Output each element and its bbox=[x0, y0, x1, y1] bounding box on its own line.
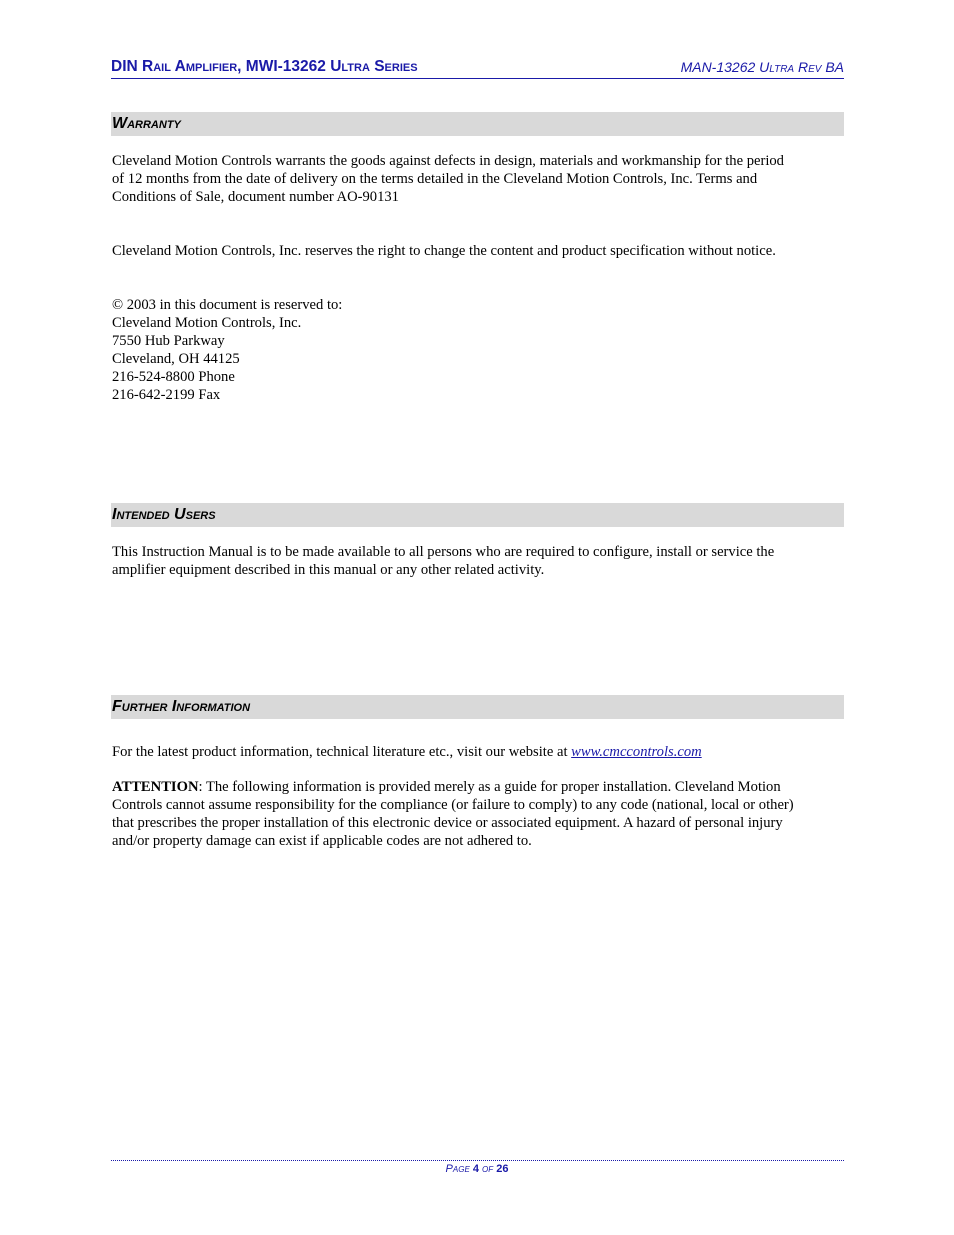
section-heading-warranty bbox=[111, 112, 844, 136]
document-reference: MAN-13262 Ultra Rev BA bbox=[680, 59, 844, 75]
text-line: Cleveland Motion Controls warrants the goods against defects in design, materials and workmanship for the period bbox=[112, 153, 784, 169]
street-address: 7550 Hub Parkway bbox=[112, 333, 225, 349]
section-title: Warranty bbox=[112, 115, 181, 132]
copyright-block bbox=[112, 296, 844, 404]
of-label: of bbox=[482, 1163, 494, 1175]
specification-notice bbox=[112, 242, 844, 260]
page-footer bbox=[0, 1163, 954, 1175]
text-line: that prescribes the proper installation of this electronic device or associated equipment. A hazard of personal injury bbox=[112, 815, 783, 831]
section-heading-further-information bbox=[111, 695, 844, 719]
total-pages: 26 bbox=[496, 1163, 509, 1175]
attention-paragraph bbox=[112, 778, 844, 850]
city-state-zip: Cleveland, OH 44125 bbox=[112, 351, 240, 367]
website-paragraph bbox=[112, 743, 844, 761]
page-number: 4 bbox=[472, 1163, 479, 1175]
text-line: Cleveland Motion Controls, Inc. reserves the right to change the content and product specification without notice. bbox=[112, 243, 776, 259]
text-line bbox=[112, 743, 844, 761]
text-line: This Instruction Manual is to be made available to all persons who are required to configure, install or service the bbox=[112, 544, 775, 560]
text-line: amplifier equipment described in this manual or any other related activity. bbox=[112, 562, 545, 578]
text-line: of 12 months from the date of delivery on the terms detailed in the Cleveland Motion Controls, Inc. Terms and bbox=[112, 171, 758, 187]
section-title: Intended Users bbox=[112, 506, 216, 523]
page-label: Page bbox=[445, 1163, 470, 1175]
website-text: For the latest product information, technical literature etc., visit our website at bbox=[112, 744, 572, 760]
warranty-paragraph bbox=[112, 152, 844, 206]
page-header bbox=[111, 56, 844, 79]
section-title: Further Information bbox=[112, 698, 251, 715]
section-heading-intended-users bbox=[111, 503, 844, 527]
fax-number: 216-642-2199 Fax bbox=[112, 387, 221, 403]
text-line bbox=[112, 778, 844, 796]
website-link[interactable]: www.cmccontrols.com bbox=[571, 744, 702, 760]
attention-label: ATTENTION bbox=[112, 779, 199, 795]
text-line: Controls cannot assume responsibility for the compliance (or failure to comply) to any code (national, local or other) bbox=[112, 797, 794, 813]
text-line: Conditions of Sale, document number AO-90131 bbox=[112, 189, 399, 205]
document-title: DIN Rail Amplifier, MWI-13262 Ultra Series bbox=[111, 58, 418, 75]
footer-divider bbox=[111, 1160, 844, 1161]
phone-number: 216-524-8800 Phone bbox=[112, 369, 235, 385]
copyright-line: © 2003 in this document is reserved to: bbox=[112, 297, 343, 313]
intended-users-paragraph bbox=[112, 543, 844, 579]
company-name: Cleveland Motion Controls, Inc. bbox=[112, 315, 302, 331]
text-line: and/or property damage can exist if applicable codes are not adhered to. bbox=[112, 833, 532, 849]
attention-text: : The following information is provided merely as a guide for proper installation. Cleveland Motion bbox=[198, 779, 781, 795]
